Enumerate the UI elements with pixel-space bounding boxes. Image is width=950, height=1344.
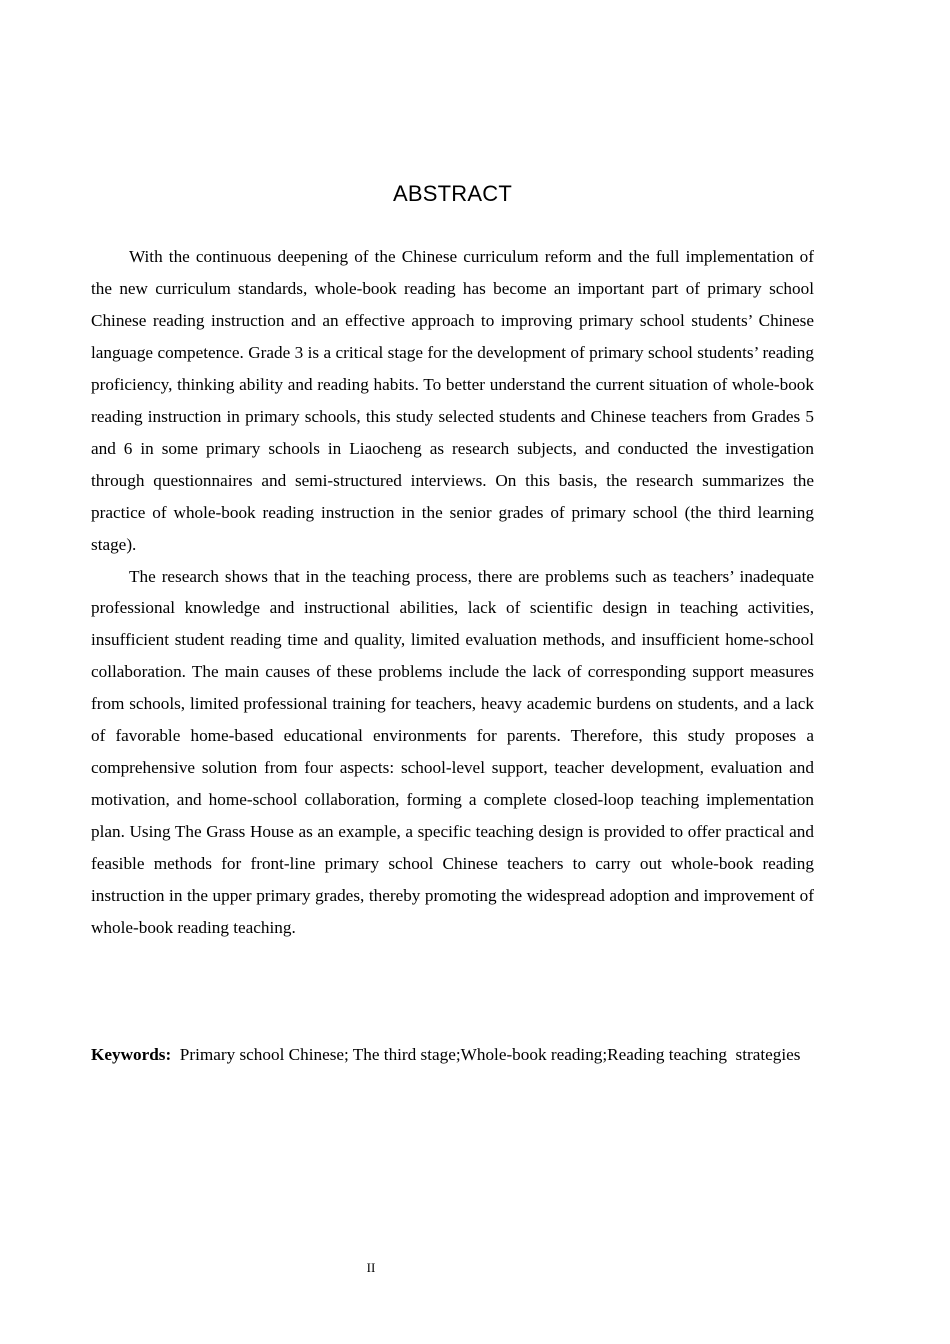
abstract-title: ABSTRACT (393, 181, 512, 206)
page-number: II (366, 1260, 376, 1275)
keywords-text: Primary school Chinese; The third stage;Whole-book reading;Reading teaching strategies (175, 1045, 801, 1064)
abstract-paragraph-2: The research shows that in the teaching process, there are problems such as teachers’ inadequate professional knowledge and instructional abilities, lack of scientific design in teaching activities, insufficient student reading time and quality, limited evaluation methods, and insufficient home-school collaboration. The main causes of these problems include the lack of corresponding support measures from schools, limited professional training for teachers, heavy academic burdens on students, and a lack of favorable home-based educational environments for parents. Therefore, this study proposes a comprehensive solution from four aspects: school-level support, teacher development, evaluation and motivation, and home-school collaboration, forming a complete closed-loop teaching implementation plan. Using The Grass House as an example, a specific teaching design is provided to offer practical and feasible methods for front-line primary school Chinese teachers to carry out whole-book reading instruction in the upper primary grades, thereby promoting the widespread adoption and improvement of whole-book reading teaching. (91, 566, 814, 938)
abstract-body (91, 241, 814, 944)
abstract-paragraph-1: With the continuous deepening of the Chinese curriculum reform and the full implementation of the new curriculum standards, whole-book reading has become an important part of primary school Chinese reading instruction and an effective approach to improving primary school students’ Chinese language competence. Grade 3 is a critical stage for the development of primary school students’ reading proficiency, thinking ability and reading habits. To better understand the current situation of whole-book reading instruction in primary schools, this study selected students and Chinese teachers from Grades 5 and 6 in some primary schools in Liaocheng as research subjects, and conducted the investigation through questionnaires and semi-structured interviews. On this basis, the research summarizes the practice of whole-book reading instruction in the senior grades of primary school (the third learning stage). (91, 247, 814, 554)
keywords-section (91, 1039, 814, 1071)
keywords-label: Keywords: (91, 1045, 172, 1064)
